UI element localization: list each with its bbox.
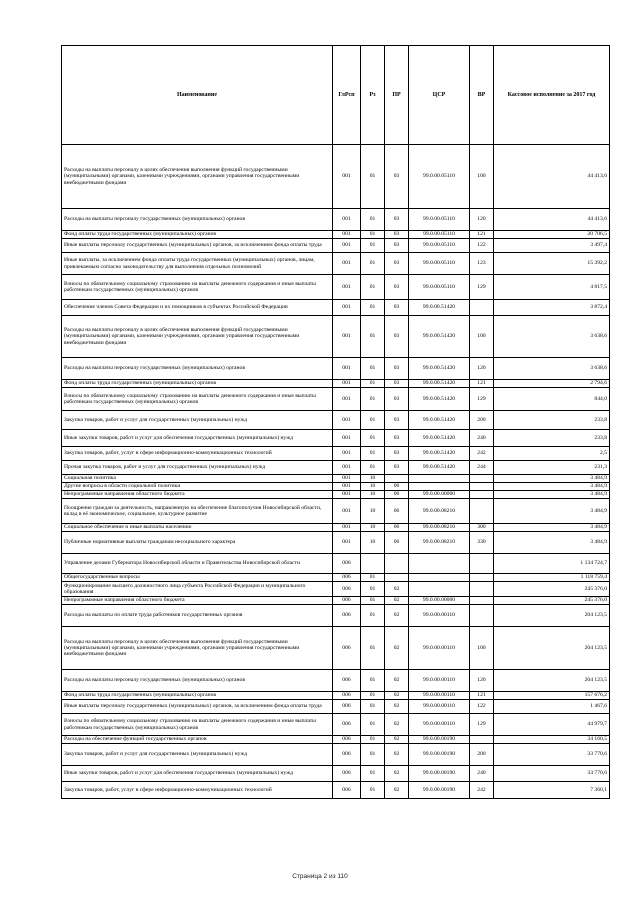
cell-grs: 001 (333, 380, 361, 388)
cell-vr: 120 (470, 209, 494, 231)
cell-grs: 006 (333, 574, 361, 582)
cell-pr (385, 574, 409, 582)
table-row (62, 554, 610, 574)
cell-vr: 120 (470, 358, 494, 380)
table-row (62, 388, 610, 411)
cell-rz: 01 (361, 430, 385, 447)
table-row (62, 597, 610, 605)
cell-vr: 200 (470, 411, 494, 430)
cell-csr: 99.0.00.51420 (409, 388, 470, 411)
cell-amount: 44 413,6 (494, 209, 610, 231)
table-row (62, 145, 610, 209)
cell-grs: 001 (333, 491, 361, 499)
cell-csr: 99.0.00.00110 (409, 605, 470, 627)
cell-rz: 01 (361, 736, 385, 744)
cell-vr: 123 (470, 253, 494, 275)
cell-grs: 001 (333, 239, 361, 253)
cell-amount: 233,8 (494, 411, 610, 430)
cell-pr: 02 (385, 627, 409, 670)
cell-pr: 06 (385, 491, 409, 499)
cell-csr: 99.0.00.00110 (409, 692, 470, 700)
cell-rz: 01 (361, 231, 385, 239)
cell-amount: 204 123,5 (494, 670, 610, 692)
cell-vr: 240 (470, 766, 494, 782)
cell-vr: 244 (470, 461, 494, 475)
header-pr: ПР (385, 46, 409, 145)
cell-name: Расходы на выплаты персоналу государственных (муниципальных) органов (62, 670, 333, 692)
table-row (62, 447, 610, 461)
cell-name: Взносы по обязательному социальному страхованию на выплаты денежного содержания и иные выплаты работникам государственных (муниципальных) органов (62, 275, 333, 300)
table-row (62, 766, 610, 782)
cell-name: Иные выплаты персоналу государственных (муниципальных) органов, за исключением фонда оплаты труда (62, 700, 333, 714)
cell-amount: 3 484,9 (494, 524, 610, 532)
cell-rz: 01 (361, 316, 385, 358)
cell-rz: 01 (361, 627, 385, 670)
table-row (62, 380, 610, 388)
cell-rz: 10 (361, 499, 385, 524)
table-row (62, 714, 610, 736)
header-grs: ГлРсп (333, 46, 361, 145)
cell-rz: 01 (361, 582, 385, 597)
table-row (62, 491, 610, 499)
cell-pr: 06 (385, 524, 409, 532)
cell-amount: 34 160,5 (494, 736, 610, 744)
budget-execution-table (61, 45, 610, 799)
cell-vr: 129 (470, 388, 494, 411)
cell-amount: 15 392,2 (494, 253, 610, 275)
cell-pr: 02 (385, 714, 409, 736)
table-row (62, 275, 610, 300)
cell-amount: 2,5 (494, 447, 610, 461)
cell-rz: 01 (361, 209, 385, 231)
cell-name: Фонд оплаты труда государственных (муниципальных) органов (62, 380, 333, 388)
cell-name: Взносы по обязательному социальному страхованию на выплаты денежного содержания и иные выплаты работникам государственных (муниципальных) органов (62, 388, 333, 411)
cell-rz: 01 (361, 574, 385, 582)
cell-grs: 001 (333, 475, 361, 483)
cell-grs: 006 (333, 627, 361, 670)
cell-grs: 001 (333, 358, 361, 380)
table-row (62, 670, 610, 692)
table-row (62, 574, 610, 582)
cell-amount: 3 484,9 (494, 491, 610, 499)
table-row (62, 499, 610, 524)
header-amount: Кассовое исполнение за 2017 год (494, 46, 610, 145)
table-row (62, 736, 610, 744)
cell-amount: 844,0 (494, 388, 610, 411)
cell-grs: 006 (333, 782, 361, 799)
cell-amount: 7 360,1 (494, 782, 610, 799)
cell-vr: 122 (470, 700, 494, 714)
cell-pr: 03 (385, 380, 409, 388)
cell-name: Расходы на выплаты персоналу в целях обеспечения выполнения функций государственными (муниципальными) органами, казенными учреждениями, органами управления государственными внебюджетными фондами (62, 145, 333, 209)
cell-rz: 01 (361, 714, 385, 736)
cell-grs: 006 (333, 744, 361, 766)
cell-vr: 242 (470, 447, 494, 461)
cell-grs: 006 (333, 714, 361, 736)
cell-amount: 204 123,5 (494, 605, 610, 627)
cell-csr: 99.0.00.51420 (409, 300, 470, 316)
table-row (62, 582, 610, 597)
cell-name: Функционирование высшего должностного лица субъекта Российской Федерации и муниципального образования (62, 582, 333, 597)
cell-pr: 02 (385, 744, 409, 766)
cell-csr: 99.0.00.51420 (409, 430, 470, 447)
cell-grs: 001 (333, 411, 361, 430)
cell-rz: 01 (361, 692, 385, 700)
table-row (62, 524, 610, 532)
cell-csr: 99.0.00.51420 (409, 316, 470, 358)
cell-vr: 100 (470, 627, 494, 670)
cell-grs: 001 (333, 316, 361, 358)
cell-pr: 02 (385, 692, 409, 700)
cell-rz: 01 (361, 744, 385, 766)
cell-pr: 02 (385, 605, 409, 627)
cell-csr: 99.0.00.08210 (409, 499, 470, 524)
cell-csr: 99.0.00.00110 (409, 627, 470, 670)
cell-name: Закупка товаров, работ и услуг для государственных (муниципальных) нужд (62, 411, 333, 430)
cell-grs: 001 (333, 388, 361, 411)
cell-rz: 01 (361, 145, 385, 209)
cell-name: Иные выплаты персоналу государственных (муниципальных) органов, за исключением фонда оплаты труда (62, 239, 333, 253)
table-row (62, 430, 610, 447)
cell-pr: 03 (385, 430, 409, 447)
cell-pr: 02 (385, 670, 409, 692)
table-row (62, 744, 610, 766)
cell-rz: 10 (361, 483, 385, 491)
table-row (62, 700, 610, 714)
cell-rz: 01 (361, 782, 385, 799)
cell-vr: 121 (470, 231, 494, 239)
cell-rz: 01 (361, 447, 385, 461)
cell-amount: 1 467,6 (494, 700, 610, 714)
cell-vr (470, 554, 494, 574)
cell-pr: 02 (385, 582, 409, 597)
cell-pr: 02 (385, 766, 409, 782)
cell-pr: 03 (385, 316, 409, 358)
cell-vr: 122 (470, 239, 494, 253)
cell-csr: 99.0.00.08210 (409, 532, 470, 554)
cell-grs: 006 (333, 692, 361, 700)
cell-amount: 1 134 724,7 (494, 554, 610, 574)
table-row (62, 782, 610, 799)
cell-grs: 006 (333, 554, 361, 574)
table-row (62, 475, 610, 483)
cell-pr: 03 (385, 275, 409, 300)
cell-csr: 99.0.00.05110 (409, 253, 470, 275)
cell-name: Социальное обеспечение и иные выплаты населению (62, 524, 333, 532)
cell-pr: 03 (385, 145, 409, 209)
cell-name: Другие вопросы в области социальной политики (62, 483, 333, 491)
table-row (62, 358, 610, 380)
cell-vr: 330 (470, 532, 494, 554)
cell-name: Фонд оплаты труда государственных (муниципальных) органов (62, 231, 333, 239)
cell-csr (409, 574, 470, 582)
cell-rz: 01 (361, 605, 385, 627)
cell-csr: 99.0.00.51420 (409, 358, 470, 380)
cell-vr: 242 (470, 782, 494, 799)
cell-grs: 001 (333, 447, 361, 461)
table-row (62, 692, 610, 700)
cell-grs: 001 (333, 499, 361, 524)
cell-vr: 100 (470, 145, 494, 209)
table-row (62, 532, 610, 554)
cell-pr: 03 (385, 300, 409, 316)
cell-pr: 06 (385, 483, 409, 491)
cell-grs: 001 (333, 483, 361, 491)
cell-rz: 10 (361, 532, 385, 554)
cell-csr (409, 475, 470, 483)
cell-vr: 129 (470, 714, 494, 736)
cell-amount: 33 770,6 (494, 766, 610, 782)
cell-csr: 99.0.00.00190 (409, 736, 470, 744)
cell-csr (409, 582, 470, 597)
table-row (62, 627, 610, 670)
cell-vr: 100 (470, 316, 494, 358)
cell-amount: 3 484,9 (494, 532, 610, 554)
cell-grs: 001 (333, 253, 361, 275)
cell-rz (361, 554, 385, 574)
cell-pr: 03 (385, 358, 409, 380)
cell-csr: 99.0.00.00110 (409, 714, 470, 736)
cell-csr: 99.0.00.00110 (409, 700, 470, 714)
cell-rz: 10 (361, 524, 385, 532)
cell-name: Расходы на выплаты персоналу государственных (муниципальных) органов (62, 209, 333, 231)
cell-amount: 3 497,4 (494, 239, 610, 253)
cell-rz: 01 (361, 253, 385, 275)
cell-name: Непрограммные направления областного бюджета (62, 597, 333, 605)
cell-name: Управление делами Губернатора Новосибирской области и Правительства Новосибирской области (62, 554, 333, 574)
cell-rz: 01 (361, 239, 385, 253)
cell-pr: 03 (385, 239, 409, 253)
cell-rz: 01 (361, 411, 385, 430)
cell-amount: 44 979,7 (494, 714, 610, 736)
cell-amount: 3 484,9 (494, 483, 610, 491)
cell-vr: 300 (470, 524, 494, 532)
cell-pr: 03 (385, 209, 409, 231)
table-row (62, 209, 610, 231)
cell-pr: 02 (385, 736, 409, 744)
cell-csr: 99.0.00.05110 (409, 145, 470, 209)
cell-vr (470, 597, 494, 605)
table-header-row (62, 46, 610, 145)
cell-amount: 20 706,5 (494, 231, 610, 239)
cell-csr: 99.0.00.00110 (409, 670, 470, 692)
cell-name: Публичные нормативные выплаты гражданам несоциального характера (62, 532, 333, 554)
cell-pr: 03 (385, 231, 409, 239)
cell-name: Социальная политика (62, 475, 333, 483)
cell-grs: 006 (333, 670, 361, 692)
cell-amount: 3 872,4 (494, 300, 610, 316)
cell-rz: 01 (361, 380, 385, 388)
cell-csr: 99.0.00.05110 (409, 209, 470, 231)
header-vr: ВР (470, 46, 494, 145)
cell-vr (470, 483, 494, 491)
cell-vr (470, 475, 494, 483)
cell-csr: 99.0.00.51420 (409, 461, 470, 475)
cell-csr: 99.0.00.00190 (409, 766, 470, 782)
cell-pr: 03 (385, 411, 409, 430)
cell-vr (470, 491, 494, 499)
cell-pr: 02 (385, 700, 409, 714)
cell-pr (385, 554, 409, 574)
cell-pr: 03 (385, 253, 409, 275)
cell-pr (385, 475, 409, 483)
cell-vr (470, 736, 494, 744)
cell-rz: 01 (361, 597, 385, 605)
cell-name: Фонд оплаты труда государственных (муниципальных) органов (62, 692, 333, 700)
cell-name: Расходы на обеспечение функций государственных органов (62, 736, 333, 744)
cell-name: Обеспечение членов Совета Федерации и их помощников в субъектах Российской Федерации (62, 300, 333, 316)
cell-vr (470, 499, 494, 524)
cell-rz: 01 (361, 300, 385, 316)
cell-vr (470, 300, 494, 316)
page-footer: Страница 2 из 110 (292, 873, 348, 880)
table-row (62, 300, 610, 316)
cell-pr: 03 (385, 461, 409, 475)
cell-name: Расходы на выплаты персоналу государственных (муниципальных) органов (62, 358, 333, 380)
cell-rz: 01 (361, 275, 385, 300)
cell-csr: 99.0.00.51420 (409, 411, 470, 430)
cell-amount: 4 817,5 (494, 275, 610, 300)
cell-amount: 44 413,6 (494, 145, 610, 209)
cell-grs: 001 (333, 275, 361, 300)
cell-amount: 204 123,5 (494, 627, 610, 670)
table-body (62, 145, 610, 799)
table-row (62, 605, 610, 627)
cell-csr: 99.0.00.00190 (409, 782, 470, 799)
cell-amount: 245 376,0 (494, 582, 610, 597)
cell-amount: 3 638,6 (494, 316, 610, 358)
cell-amount: 157 676,2 (494, 692, 610, 700)
cell-vr (470, 582, 494, 597)
cell-name: Закупка товаров, работ, услуг в сфере информационно-коммуникационных технологий (62, 782, 333, 799)
cell-csr (409, 483, 470, 491)
cell-name: Иные закупки товаров, работ и услуг для обеспечения государственных (муниципальных) нужд (62, 430, 333, 447)
table-row (62, 461, 610, 475)
cell-amount: 233,8 (494, 430, 610, 447)
cell-rz: 01 (361, 358, 385, 380)
cell-csr: 99.0.00.05110 (409, 275, 470, 300)
cell-name: Расходы на выплаты персоналу в целях обеспечения выполнения функций государственными (муниципальными) органами, казенными учреждениями, органами управления государственными внебюджетными фондами (62, 627, 333, 670)
cell-name: Поощрение граждан за деятельность, направленную на обеспечение благополучия Новосибирской области, вклад в её экономическое, социальное, культурное развитие (62, 499, 333, 524)
cell-vr (470, 574, 494, 582)
header-name: Наименование (62, 46, 333, 145)
cell-grs: 001 (333, 209, 361, 231)
table-row (62, 253, 610, 275)
cell-csr: 99.0.00.05110 (409, 239, 470, 253)
cell-name: Закупка товаров, работ, услуг в сфере информационно-коммуникационных технологий (62, 447, 333, 461)
cell-csr: 99.0.00.08210 (409, 524, 470, 532)
cell-amount: 3 638,6 (494, 358, 610, 380)
table-row (62, 411, 610, 430)
cell-csr: 99.0.00.05110 (409, 231, 470, 239)
cell-amount: 231,3 (494, 461, 610, 475)
cell-name: Расходы на выплаты персоналу в целях обеспечения выполнения функций государственными (муниципальными) органами, казенными учреждениями, органами управления государственными внебюджетными фондами (62, 316, 333, 358)
cell-name: Прочая закупка товаров, работ и услуг для государственных (муниципальных) нужд (62, 461, 333, 475)
cell-name: Закупка товаров, работ и услуг для государственных (муниципальных) нужд (62, 744, 333, 766)
cell-csr: 99.0.00.51420 (409, 447, 470, 461)
header-rz: Рз (361, 46, 385, 145)
cell-grs: 006 (333, 700, 361, 714)
cell-name: Взносы по обязательному социальному страхованию на выплаты денежного содержания и иные выплаты работникам государственных (муниципальных) органов (62, 714, 333, 736)
cell-pr: 03 (385, 388, 409, 411)
cell-vr: 121 (470, 692, 494, 700)
cell-grs: 006 (333, 736, 361, 744)
header-csr: ЦСР (409, 46, 470, 145)
cell-csr: 99.0.00.00000 (409, 491, 470, 499)
cell-rz: 01 (361, 461, 385, 475)
cell-vr: 200 (470, 744, 494, 766)
cell-grs: 006 (333, 766, 361, 782)
cell-pr: 06 (385, 532, 409, 554)
cell-vr (470, 605, 494, 627)
cell-rz: 10 (361, 475, 385, 483)
cell-amount: 33 770,6 (494, 744, 610, 766)
cell-name: Иные закупки товаров, работ и услуг для обеспечения государственных (муниципальных) нужд (62, 766, 333, 782)
cell-vr: 121 (470, 380, 494, 388)
cell-grs: 001 (333, 524, 361, 532)
cell-pr: 02 (385, 597, 409, 605)
cell-rz: 01 (361, 388, 385, 411)
cell-pr: 06 (385, 499, 409, 524)
cell-csr (409, 554, 470, 574)
cell-pr: 03 (385, 447, 409, 461)
cell-rz: 01 (361, 670, 385, 692)
cell-name: Иные выплаты, за исключением фонда оплаты труда государственных (муниципальных) органов, лицам, привлекаемым согласно законодательству для выполнения отдельных полномочий (62, 253, 333, 275)
cell-grs: 006 (333, 597, 361, 605)
cell-amount: 2 794,6 (494, 380, 610, 388)
cell-grs: 006 (333, 605, 361, 627)
cell-csr: 99.0.00.00000 (409, 597, 470, 605)
cell-name: Общегосударственные вопросы (62, 574, 333, 582)
cell-rz: 01 (361, 700, 385, 714)
cell-grs: 001 (333, 430, 361, 447)
cell-grs: 001 (333, 300, 361, 316)
cell-amount: 245 376,0 (494, 597, 610, 605)
cell-pr: 02 (385, 782, 409, 799)
cell-grs: 001 (333, 145, 361, 209)
table-row (62, 483, 610, 491)
cell-rz: 10 (361, 491, 385, 499)
cell-grs: 001 (333, 461, 361, 475)
cell-amount: 3 484,9 (494, 499, 610, 524)
cell-name: Непрограммные направления областного бюджета (62, 491, 333, 499)
cell-grs: 001 (333, 532, 361, 554)
cell-vr: 120 (470, 670, 494, 692)
table-row (62, 231, 610, 239)
table-row (62, 316, 610, 358)
cell-amount: 1 118 759,4 (494, 574, 610, 582)
cell-grs: 001 (333, 231, 361, 239)
cell-csr: 99.0.00.00190 (409, 744, 470, 766)
cell-csr: 99.0.00.51420 (409, 380, 470, 388)
cell-name: Расходы на выплаты по оплате труда работников государственных органов (62, 605, 333, 627)
cell-amount: 3 484,9 (494, 475, 610, 483)
cell-rz: 01 (361, 766, 385, 782)
cell-grs: 006 (333, 582, 361, 597)
table-row (62, 239, 610, 253)
cell-vr: 240 (470, 430, 494, 447)
cell-vr: 129 (470, 275, 494, 300)
